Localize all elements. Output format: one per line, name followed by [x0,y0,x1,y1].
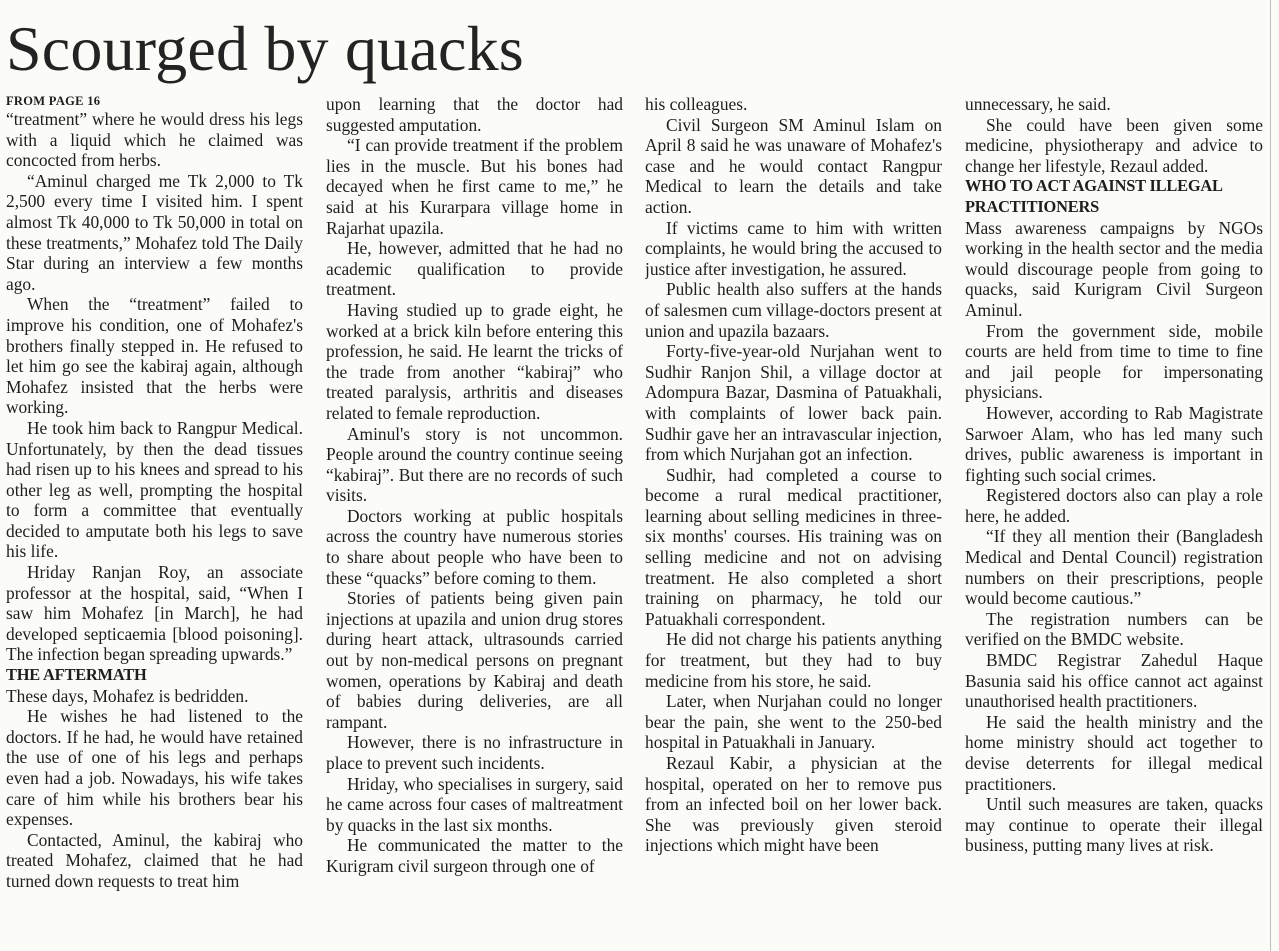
body-paragraph: BMDC Registrar Zahedul Haque Basunia said his office cannot act against unauthorised health practitioners. [965,650,1263,712]
article-column-4 [965,94,1263,944]
body-paragraph: Doctors working at public hospitals across the country have numerous stories to share about people who have been to these “quacks” before coming to them. [326,505,623,588]
body-paragraph: Civil Surgeon SM Aminul Islam on April 8 said he was unaware of Mohafez's case and he would contact Rangpur Medical to learn the details and take action. [645,114,942,217]
body-paragraph: From the government side, mobile courts are held from time to time to fine and jail people for impersonating physicians. [965,320,1263,403]
article-column-1 [6,94,303,944]
body-paragraph: Contacted, Aminul, the kabiraj who treated Mohafez, claimed that he had turned down requests to treat him [6,829,303,891]
article-column-3 [645,94,942,944]
article-column-2 [326,94,623,944]
body-paragraph: However, there is no infrastructure in place to prevent such incidents. [326,732,623,773]
section-kicker: FROM PAGE 16 [6,94,101,108]
body-paragraph: She could have been given some medicine, physiotherapy and advice to change her lifestyle, Rezaul added. [965,114,1263,176]
subheading: WHO TO ACT AGAINST ILLEGAL PRACTITIONERS [965,176,1222,216]
body-paragraph: Hriday Ranjan Roy, an associate professor at the hospital, said, “When I saw him Mohafez [in March], he had developed septicaemia [blood poisoning]. The infection began spreading upwards.” [6,562,303,665]
body-paragraph: Later, when Nurjahan could no longer bear the pain, she went to the 250-bed hospital in Patuakhali in January. [645,691,942,753]
body-paragraph: Sudhir, had completed a course to become a rural medical practitioner, learning about selling medicines in three-six months' courses. His training was on selling medicine and not on advising treatment. He also completed a short training on pharmacy, he told our Patuakhali correspondent. [645,464,942,629]
headline: Scourged by quacks [6,13,524,84]
body-paragraph: The registration numbers can be verified on the BMDC website. [965,608,1263,650]
body-paragraph: Until such measures are taken, quacks may continue to operate their illegal business, putting many lives at risk. [965,794,1263,856]
body-paragraph: He wishes he had listened to the doctors. If he had, he would have retained the use of one of his legs and perhaps even had a job. Nowadays, his wife takes care of him while his brothers bear his expenses. [6,706,303,830]
body-paragraph: Forty-five-year-old Nurjahan went to Sudhir Ranjon Shil, a village doctor at Adompura Bazar, Dasmina of Patuakhali, with complaints of lower back pain. Sudhir gave her an intravascular injection, from which Nurjahan got an infection. [645,341,942,465]
body-paragraph: He took him back to Rangpur Medical. Unfortunately, by then the dead tissues had risen up to his knees and spread to his other leg as well, prompting the hospital to form a committee that eventually decided to amputate both his legs to save his life. [6,417,303,562]
body-paragraph: Mass awareness campaigns by NGOs working in the health sector and the media would discourage people from going to quacks, said Kurigram Civil Surgeon Aminul. [965,217,1263,320]
body-paragraph: Registered doctors also can play a role here, he added. [965,485,1263,526]
body-paragraph: Stories of patients being given pain injections at upazila and union drug stores during heart attack, ultrasounds carried out by non-medical persons on pregnant women, operations by Kabiraj and death of babies during deliveries, are all rampant. [326,588,623,732]
body-paragraph: Public health also suffers at the hands of salesmen cum village-doctors present at union and upazila bazaars. [645,279,942,341]
body-paragraph: He, however, admitted that he had no academic qualification to provide treatment. [326,238,623,300]
body-paragraph: However, according to Rab Magistrate Sarwoer Alam, who has led many such drives, public awareness is important in fighting such social crimes. [965,402,1263,485]
body-paragraph: “If they all mention their (Bangladesh Medical and Dental Council) registration numbers on their prescriptions, people would become cautious.” [965,526,1263,609]
body-paragraph: Aminul's story is not uncommon. People around the country continue seeing “kabiraj”. But there are no records of such visits. [326,423,623,506]
body-paragraph: Having studied up to grade eight, he worked at a brick kiln before entering this profession, he said. He learnt the tricks of the trade from another “kabiraj” who treated paralysis, arthritis and diseases related to female reproduction. [326,299,623,423]
body-paragraph: He said the health ministry and the home ministry should act together to devise deterrents for illegal medical practitioners. [965,711,1263,794]
body-paragraph: “Aminul charged me Tk 2,000 to Tk 2,500 every time I visited him. I spent almost Tk 40,000 to Tk 50,000 in total on these treatments,” Mohafez told The Daily Star during an interview a few months ago. [6,170,303,294]
body-paragraph: unnecessary, he said. [965,94,1111,114]
body-paragraph: When the “treatment” failed to improve his condition, one of Mohafez's brothers finally stepped in. He refused to let him go see the kabiraj again, although Mohafez insisted that the herbs were working. [6,294,303,418]
body-paragraph: upon learning that the doctor had suggested amputation. [326,94,623,135]
body-paragraph: “treatment” where he would dress his legs with a liquid which he claimed was concocted from herbs. [6,109,303,171]
body-paragraph: He did not charge his patients anything for treatment, but they had to buy medicine from his store, he said. [645,629,942,691]
body-paragraph: “I can provide treatment if the problem lies in the muscle. But his bones had decayed when he first came to me,” he said at his Kurarpara village home in Rajarhat upazila. [326,135,623,238]
subheading: THE AFTERMATH [6,665,147,685]
body-paragraph: These days, Mohafez is bedridden. [6,685,249,706]
body-paragraph: He communicated the matter to the Kurigram civil surgeon through one of [326,835,623,876]
body-paragraph: his colleagues. [645,94,748,114]
body-paragraph: Hriday, who specialises in surgery, said he came across four cases of maltreatment by quacks in the last six months. [326,773,623,835]
body-paragraph: If victims came to him with written complaints, he would bring the accused to justice after investigation, he assured. [645,217,942,279]
page-edge-rule [1270,0,1271,951]
body-paragraph: Rezaul Kabir, a physician at the hospital, operated on her to remove pus from an infected boil on her lower back. She was previously given steroid injections which might have been [645,753,942,856]
